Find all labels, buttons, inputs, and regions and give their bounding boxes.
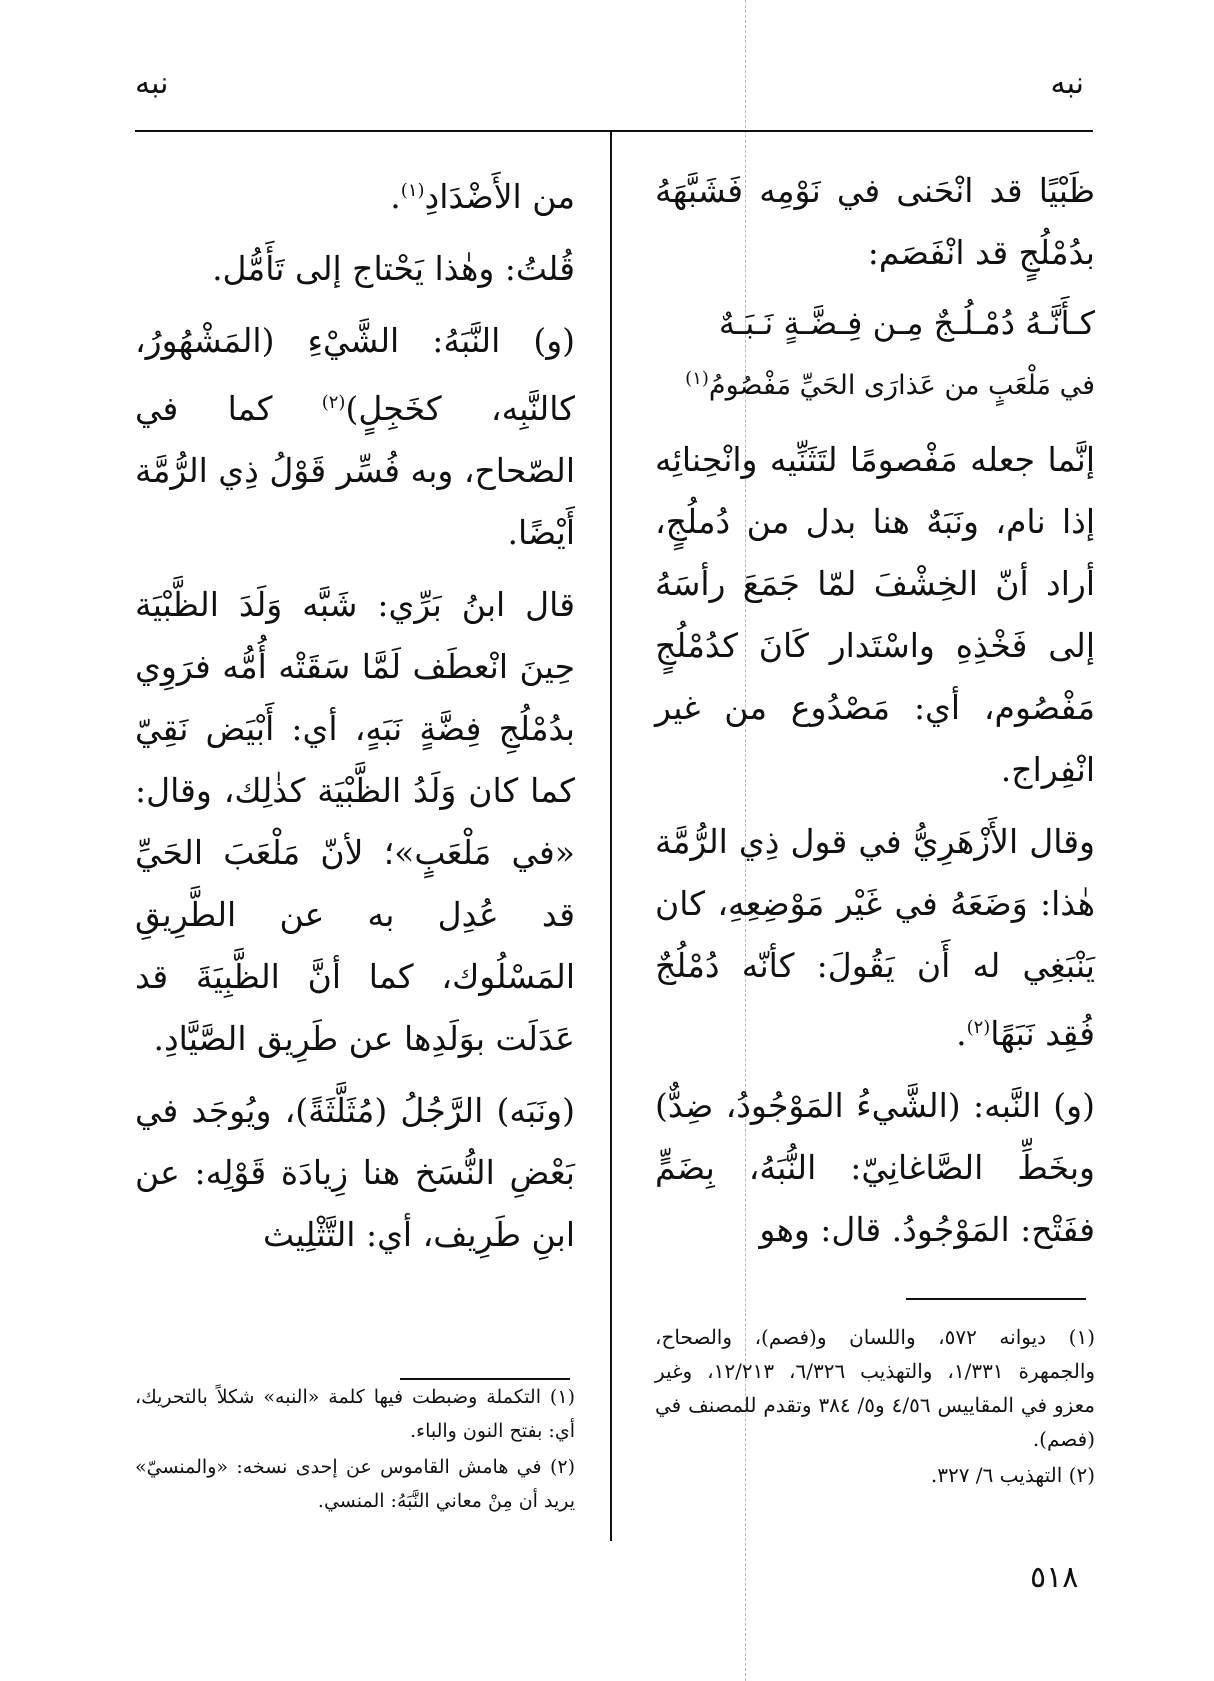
left-para-3-end: كما في الصّحاح، وبه فُسِّر قَوْلُ ذِي الرُّمَّة أَيْضًا. — [135, 389, 575, 552]
header-root-word-right: نبه — [1050, 66, 1084, 101]
footnotes-left — [135, 1380, 575, 1520]
header-rule — [135, 130, 1093, 132]
footnote-ref: (١) — [400, 180, 425, 201]
left-para-1-text: من الأَضْدَادِ — [424, 177, 575, 216]
right-para-3-end: . — [956, 1014, 967, 1053]
verse-line-2 — [655, 356, 1095, 409]
right-para-1: ظَبْيًا قد انْحَنى في نَوْمِه فَشَبَّهَهُ بدُمْلُجٍ قد انْفَصَم: — [655, 171, 1095, 272]
footnote-ref: (١) — [685, 368, 709, 389]
footnotes-right — [655, 1320, 1095, 1494]
left-para-3-text: (و) النَّبَهُ: الشَّيْءِ (المَشْهُورُ، كالنَّبِه، كخَجِلٍ) — [135, 321, 576, 428]
left-para-1-end: . — [390, 177, 401, 216]
header-root-word-left: نبه — [135, 66, 169, 101]
verse-line-1: كـأَنَّـهُ دُمْـلُـجٌ مِـن فِـضَّـةٍ نَـبَـهٌ — [718, 304, 1095, 342]
footnote-left-2: (٢) في هامش القاموس عن إحدى نسخه: «والمنسيّ» يريد أن مِنْ معاني النَّبَهُ: المنسي. — [135, 1456, 575, 1512]
footnote-rule-right — [906, 1298, 1086, 1300]
right-para-3-text: وقال الأَزْهَرِيُّ في قول ذِي الرُّمَّة هٰذا: وَضَعَهُ في غَيْر مَوْضِعِهِ، كان يَنْبَغِي له أَن يَقُولَ: كأنّه دُمْلُجٌ فُقِد نَبَهًا — [655, 822, 1095, 1053]
left-para-4: قال ابنُ بَرِّي: شَبَّه وَلَدَ الظَّبْيَة حِينَ انْعطَف لَمَّا سَقَتْه أُمُّه فرَوِي بدُمْلُجِ فِضَّةٍ نَبَهٍ، أي: أَبْيَض نَقِيّ كما كان وَلَدُ الظَّبْيَة كذٰلِك، وقال: «في مَلْعَبٍ»؛ لأنّ مَلْعَبَ الحَيِّ قد عُدِل به عن الطَّرِيقِ المَسْلُوك، كما أنَّ الظَّبِيَةَ قد عَدَلَت بوَلَدِها عن طَرِيق الصَّيَّادِ. — [135, 585, 575, 1058]
right-para-4: (و) النَّبه: (الشَّيءُ المَوْجُودُ، ضِدٌّ) وبخَطِّ الصَّاغانِيّ: النُّبَهُ، بِضَمٍّ ففَتْح: المَوْجُودُ. قال: وهو — [655, 1086, 1095, 1249]
right-column — [655, 160, 1095, 1271]
column-divider — [610, 131, 612, 1541]
page-number: ٥١٨ — [1030, 1560, 1079, 1595]
right-para-3 — [655, 811, 1095, 1065]
left-para-1 — [135, 160, 575, 228]
footnote-left-1: (١) التكملة وضبطت فيها كلمة «النبه» شكلاً بالتحريك، أي: بفتح النون والباء. — [135, 1386, 575, 1442]
left-para-3 — [135, 310, 575, 564]
verse-line-2-text: في مَلْعَبٍ من عَذارَى الحَيِّ مَفْصُومُ — [708, 370, 1095, 401]
footnote-ref: (٢) — [966, 1017, 991, 1038]
left-column — [135, 160, 575, 1276]
left-para-5: (ونَبَه) الرَّجُلُ (مُثَلَّثَةً)، ويُوجَد في بَعْضِ النُّسَخ هنا زِيادَة قَوْلِه: عن ابنِ طَرِيف، أي: التَّثْلِيث — [135, 1091, 575, 1254]
footnote-right-1: (١) ديوانه ٥٧٢، واللسان و(فصم)، والصحاح، والجمهرة ١/٣٣١، والتهذيب ٦/٣٢٦، ١٢/٢١٣، وغير معزو في المقاييس ٤/٥٦ و٥/ ٣٨٤ وتقدم للمصنف في (فصم). — [655, 1325, 1096, 1451]
footnote-ref: (٢) — [321, 392, 346, 413]
right-para-2: إنَّما جعله مَفْصومًا لتَثَنِّيه وانْحِنائِه إذا نام، ونَبَهٌ هنا بدل من دُملُجٍ، أراد أنّ الخِشْفَ لمّا جَمَعَ رأسَهُ إلى فَخْذِهِ واسْتَدار كَانَ كدُمْلُجٍ مَفْصُوم، أي: مَصْدُوع من غير انْفِراج. — [655, 440, 1095, 789]
left-para-2: قُلتُ: وهٰذا يَحْتاج إلى تَأَمُّل. — [212, 249, 575, 288]
footnote-right-2: (٢) التهذيب ٦/ ٣٢٧. — [930, 1463, 1095, 1487]
